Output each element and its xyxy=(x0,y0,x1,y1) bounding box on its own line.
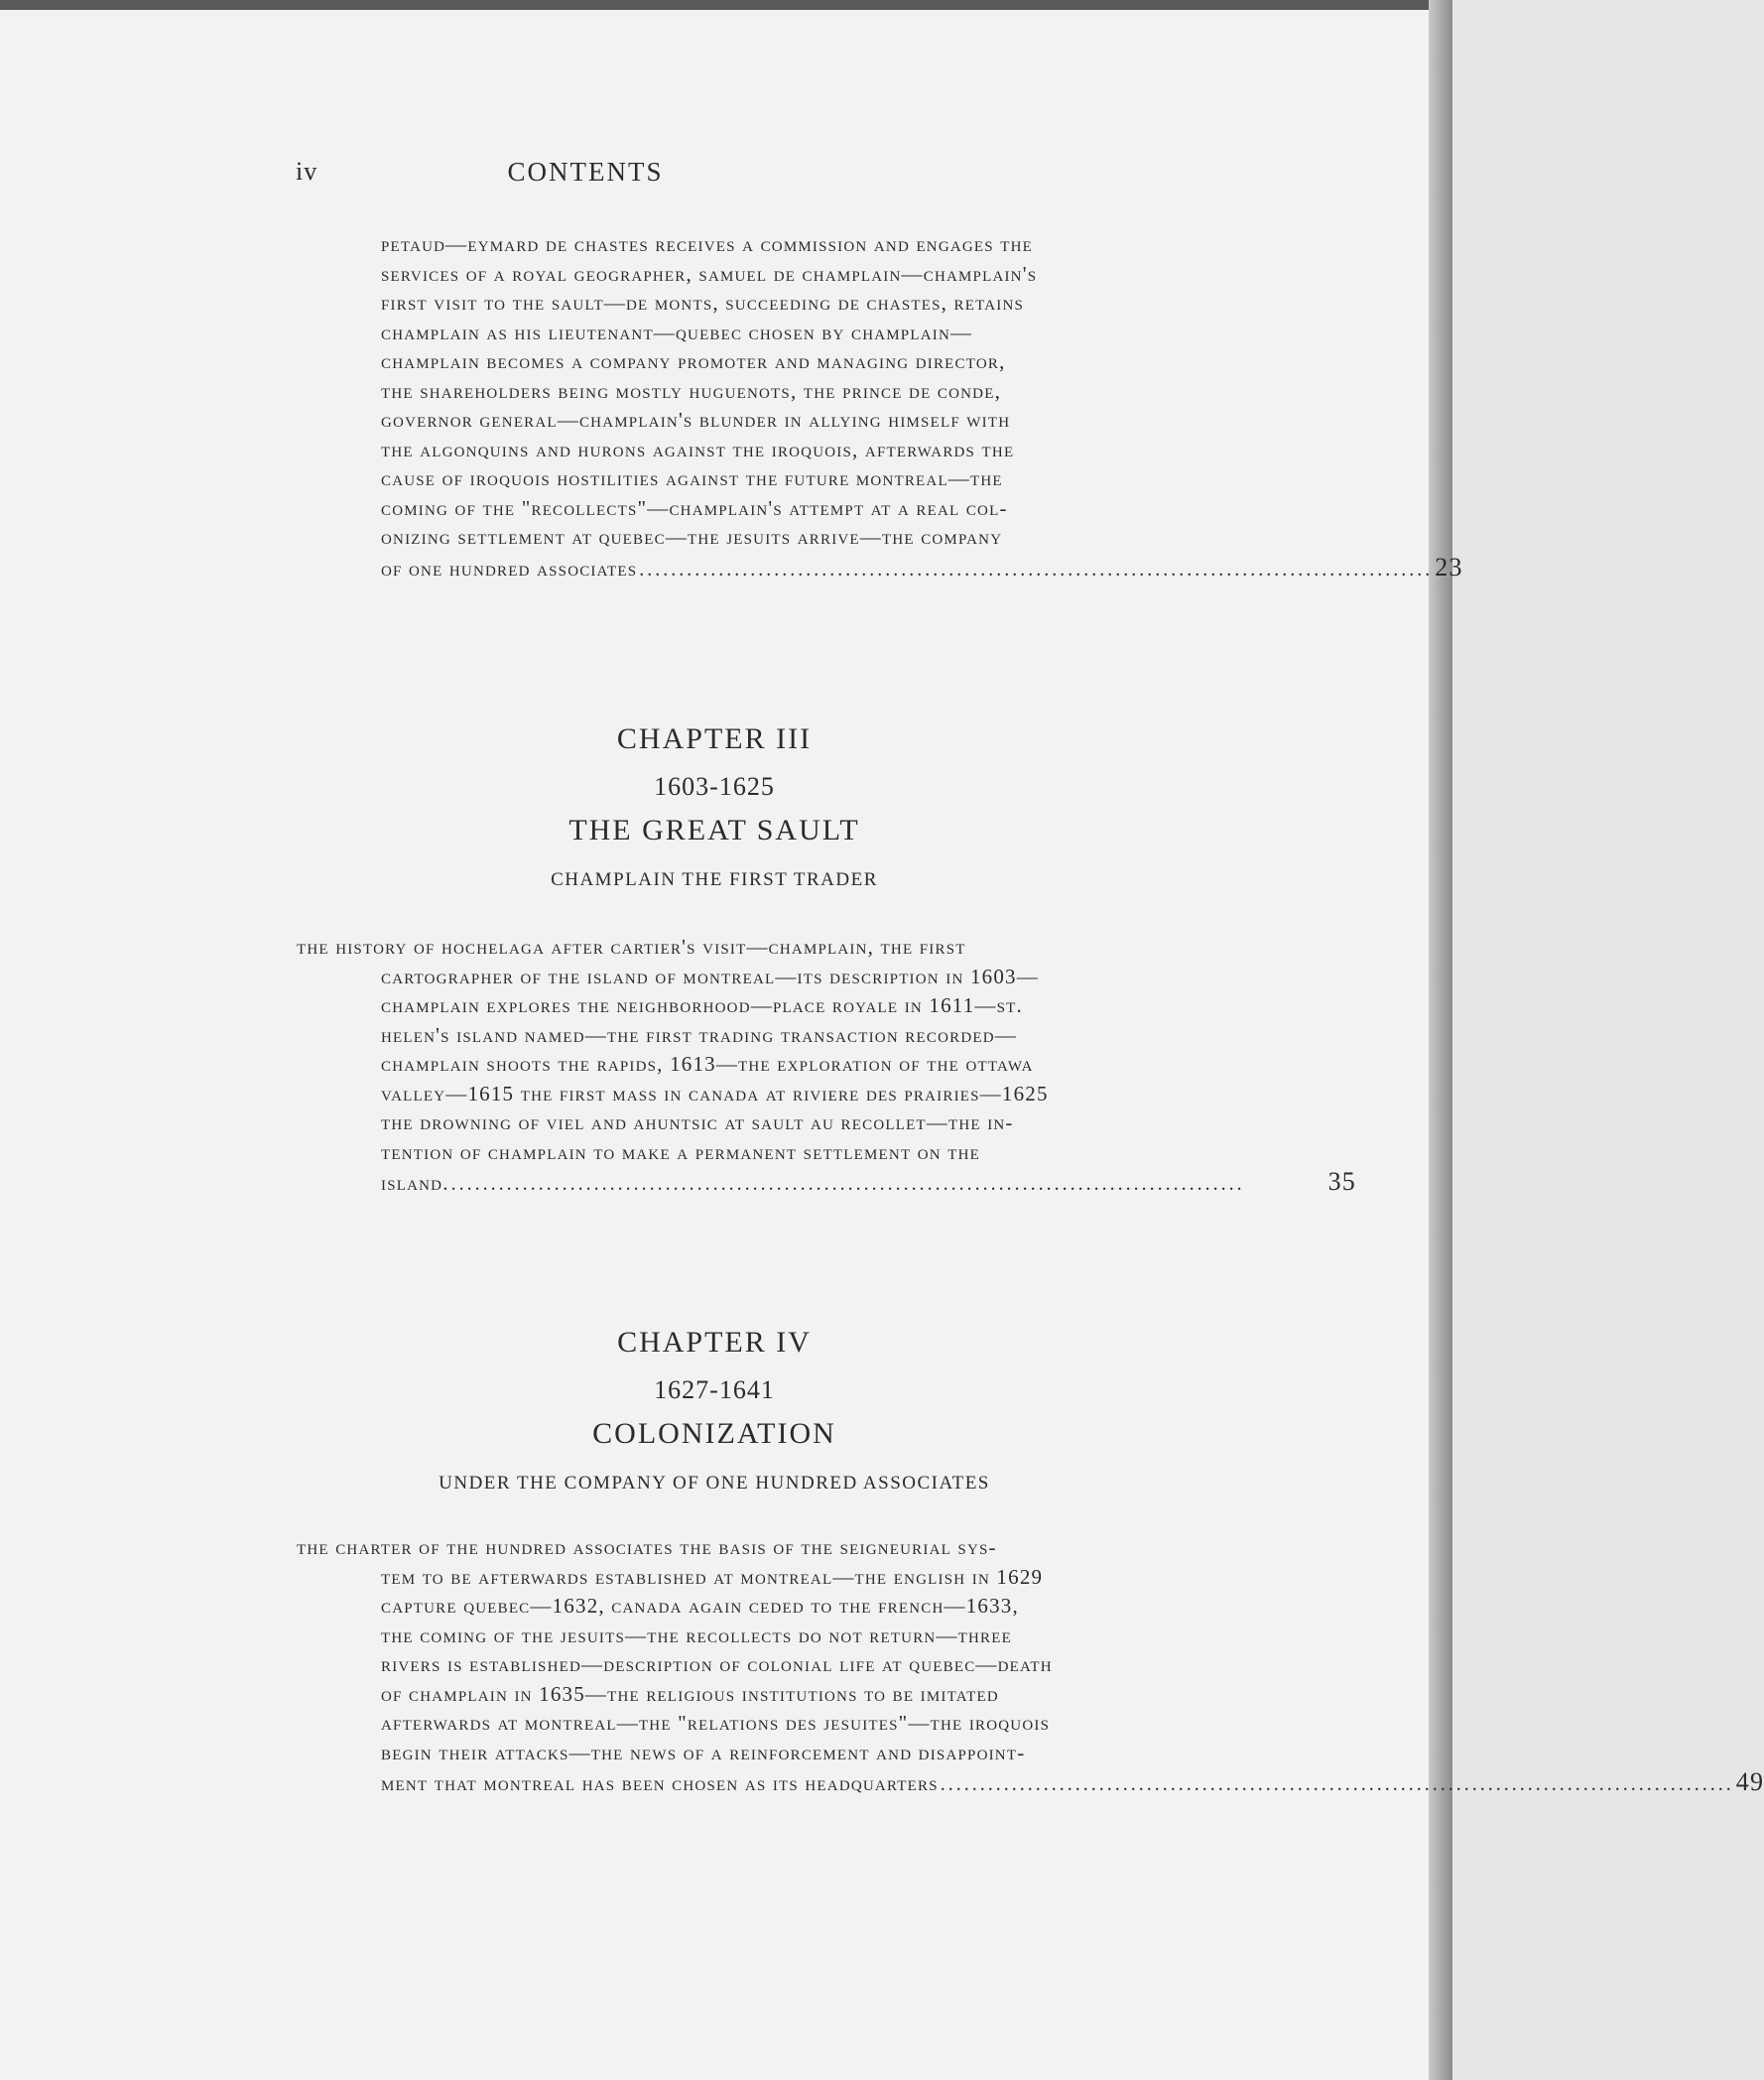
summary-first-line: the history of hochelaga after cartier's visit—champlain, the first xyxy=(297,935,966,959)
summary-line: governor general—champlain's blunder in allying himself with xyxy=(381,408,1011,432)
summary-line: champlain shoots the rapids, 1613—the exploration of the ottawa xyxy=(381,1052,1034,1076)
chapter4-heading xyxy=(0,1326,1429,1495)
chapter-years: 1603-1625 xyxy=(654,772,775,801)
page-number: 23 xyxy=(1435,552,1463,582)
chapter-subtitle: UNDER THE COMPANY OF ONE HUNDRED ASSOCIATES xyxy=(439,1473,990,1494)
summary-line: cartographer of the island of montreal—its description in 1603— xyxy=(381,964,1039,988)
summary-last-line: island. xyxy=(381,1171,449,1195)
chapter-subtitle: CHAMPLAIN THE FIRST TRADER xyxy=(551,869,878,890)
chapter-label: CHAPTER III xyxy=(616,722,813,755)
toc-entry-leader xyxy=(381,1167,1356,1200)
page-number: 49 xyxy=(1735,1767,1764,1796)
summary-line: rivers is established—description of colonial life at quebec—death xyxy=(381,1652,1053,1676)
dot-leader: .................................................................................................... xyxy=(940,1773,1734,1795)
chapter-label: CHAPTER IV xyxy=(617,1326,812,1359)
summary-line: tem to be afterwards established at montreal—the english in 1629 xyxy=(381,1564,1044,1589)
chapter-title: THE GREAT SAULT xyxy=(568,814,860,846)
summary-line: capture quebec—1632, canada again ceded to the french—1633, xyxy=(381,1594,1019,1618)
summary-line: cause of iroquois hostilities against the future montreal—the xyxy=(381,466,1003,490)
summary-line: the shareholders being mostly huguenots, the prince de conde, xyxy=(381,378,1002,403)
toc-entry-leader xyxy=(381,1767,1764,1800)
chapter-years: 1627-1641 xyxy=(654,1375,775,1404)
summary-line: helen's island named—the first trading transaction recorded— xyxy=(381,1022,1017,1047)
summary-line: petaud—eymard de chastes receives a commission and engages the xyxy=(381,232,1034,256)
chapter4-summary xyxy=(297,1533,1764,1800)
chapter-title: COLONIZATION xyxy=(592,1417,836,1450)
chapter3-heading xyxy=(0,722,1429,891)
summary-line: coming of the "recollects"—champlain's attempt at a real col- xyxy=(381,495,1008,520)
summary-line: champlain as his lieutenant—quebec chosen by champlain— xyxy=(381,320,973,344)
running-head xyxy=(0,157,1429,196)
summary-line: begin their attacks—the news of a reinforcement and disappoint- xyxy=(381,1740,1026,1764)
summary-last-line: ment that montreal has been chosen as its headquarters xyxy=(381,1771,939,1795)
summary-line: the algonquins and hurons against the iroquois, afterwards the xyxy=(381,437,1015,461)
summary-first-line: the charter of the hundred associates the basis of the seigneurial sys- xyxy=(297,1535,997,1559)
summary-line: afterwards at montreal—the "relations des jesuites"—the iroquois xyxy=(381,1711,1051,1735)
chapter2-summary-continued xyxy=(297,230,1463,585)
summary-line: the drowning of viel and ahuntsic at sault au recollet—the in- xyxy=(381,1110,1014,1134)
page-folio: iv xyxy=(296,157,318,186)
summary-line: tention of champlain to make a permanent settlement on the xyxy=(381,1139,981,1164)
page-number: 35 xyxy=(1327,1167,1356,1196)
page-edge-shadow xyxy=(1429,0,1452,2080)
summary-line: the coming of the jesuits—the recollects do not return—three xyxy=(381,1623,1012,1647)
running-title: CONTENTS xyxy=(507,157,664,187)
dot-leader: .................................................................................................... xyxy=(639,558,1434,581)
dot-leader: .................................................................................................... xyxy=(450,1173,1245,1195)
summary-line: services of a royal geographer, samuel de champlain—champlain's xyxy=(381,261,1038,286)
chapter3-summary xyxy=(297,933,1356,1200)
summary-line: champlain explores the neighborhood—place royale in 1611—st. xyxy=(381,993,1023,1017)
summary-line: champlain becomes a company promoter and managing director, xyxy=(381,349,1006,373)
summary-last-line: of one hundred associates xyxy=(381,556,638,581)
summary-line: valley—1615 the first mass in canada at riviere des prairies—1625 xyxy=(381,1081,1049,1105)
summary-line: of champlain in 1635—the religious institutions to be imitated xyxy=(381,1681,999,1706)
summary-line: onizing settlement at quebec—the jesuits arrive—the company xyxy=(381,525,1003,549)
toc-entry-leader xyxy=(381,552,1463,585)
summary-line: first visit to the sault—de monts, succeeding de chastes, retains xyxy=(381,291,1025,315)
